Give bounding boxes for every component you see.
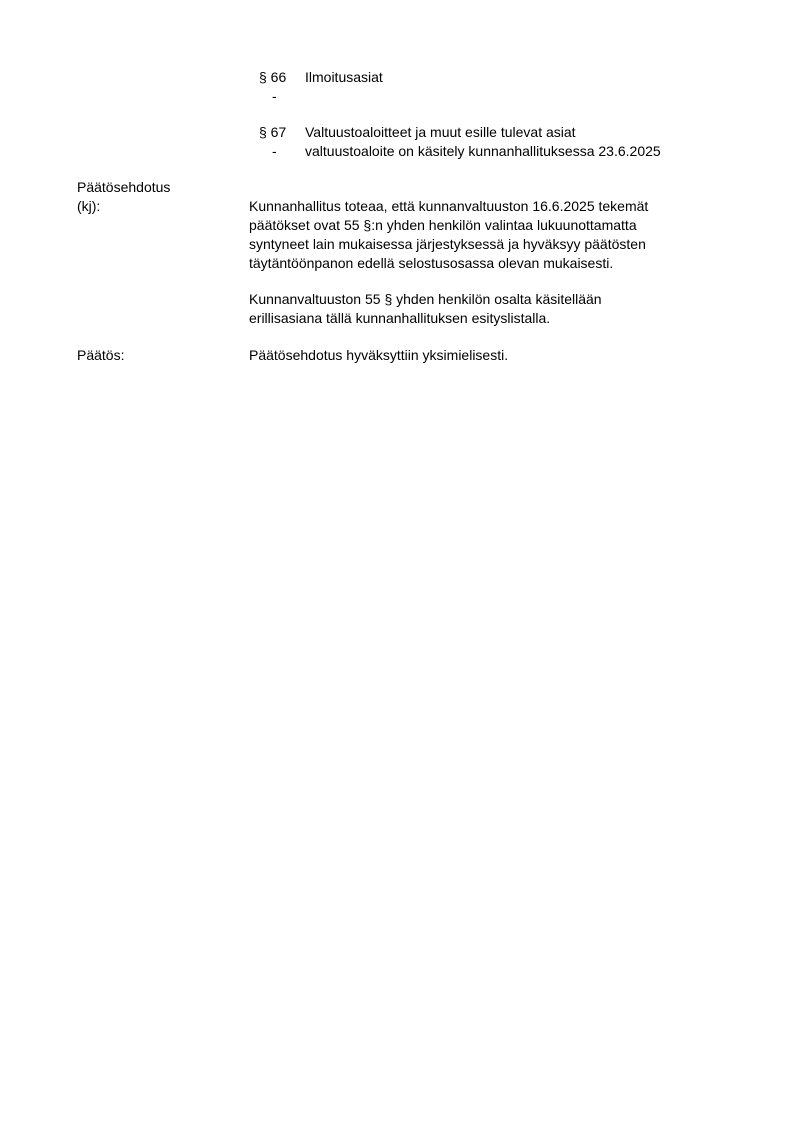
proposal-p1-line3: syntyneet lain mukaisessa järjestyksessä ja hyväksyy päätösten [249,236,646,252]
decision-text: Päätösehdotus hyväksyttiin yksimielisesti. [249,347,509,363]
proposal-p1-line2: päätökset ovat 55 §:n yhden henkilön valintaa lukuunottamatta [249,217,637,233]
decision-label: Päätös: [77,347,125,363]
section-66-number: § 66 [259,69,287,85]
proposal-p1-line4: täytäntöönpanon edellä selostusosassa olevan mukaisesti. [249,255,614,271]
section-67-bullet-text: valtuustoaloite on käsitely kunnanhallituksessa 23.6.2025 [305,143,661,159]
section-66-bullet: - [272,88,277,104]
section-66-title: Ilmoitusasiat [305,69,383,85]
proposal-p2-line1: Kunnanvaltuuston 55 § yhden henkilön osalta käsitellään [249,291,602,307]
proposal-label-kj: (kj): [77,198,101,214]
proposal-p2-line2: erillisasiana tällä kunnanhallituksen esityslistalla. [249,310,551,326]
proposal-label: Päätösehdotus [77,179,171,195]
proposal-p1-line1: Kunnanhallitus toteaa, että kunnanvaltuuston 16.6.2025 tekemät [249,198,649,214]
section-67-number: § 67 [259,124,287,140]
section-67-title: Valtuustoaloitteet ja muut esille tulevat asiat [305,124,576,140]
section-67-bullet: - [272,143,277,159]
